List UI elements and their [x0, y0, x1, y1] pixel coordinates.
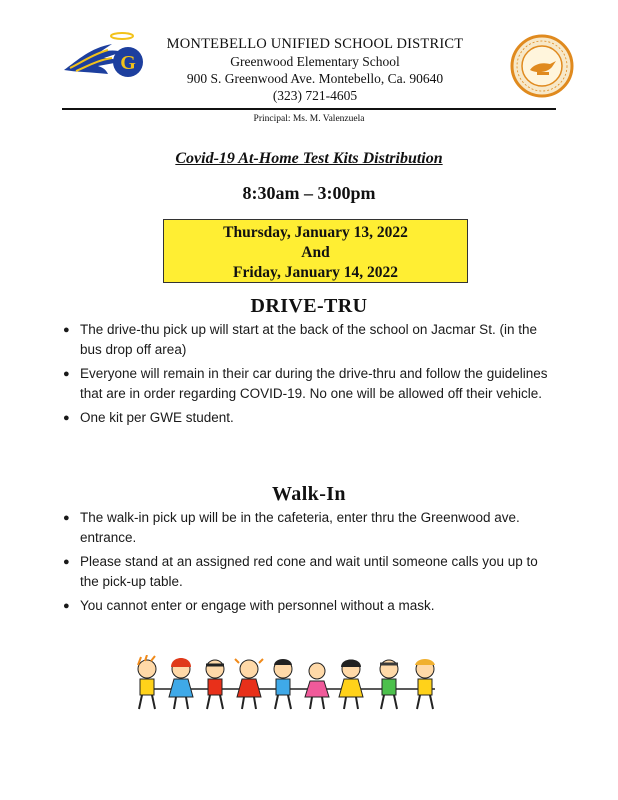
bullet-icon: ● [63, 368, 70, 380]
event-dates-box [163, 219, 468, 283]
school-address: 900 S. Greenwood Ave. Montebello, Ca. 90640 [186, 71, 444, 86]
list-item: ● You cannot enter or engage with personnel without a mask. [60, 596, 555, 616]
bullet-icon: ● [63, 600, 70, 612]
list-item: ● Everyone will remain in their car during the drive-thru and follow the guidelines that are in order regarding COVID-19. No one will be allowed off their vehicle. [63, 366, 548, 401]
header-divider [62, 108, 556, 110]
drive-thru-list [60, 320, 555, 432]
list-item: ● Please stand at an assigned red cone and wait until someone calls you up to the pick-up table. [63, 554, 538, 589]
bullet-icon: ● [63, 412, 70, 424]
event-time: 8:30am – 3:00pm [242, 183, 376, 203]
district-seal-icon [510, 34, 574, 98]
district-name: MONTEBELLO UNIFIED SCHOOL DISTRICT [166, 36, 464, 52]
bullet-icon: ● [63, 556, 70, 568]
walk-in-heading: Walk-In [272, 483, 346, 505]
kid-figure-icon [415, 659, 435, 709]
bullet-icon: ● [63, 512, 70, 524]
school-phone: (323) 721-4605 [272, 88, 358, 103]
kid-figure-icon [206, 660, 224, 709]
kid-figure-icon [274, 659, 292, 709]
district-header [150, 36, 480, 104]
list-item: ● One kit per GWE student. [60, 408, 555, 428]
kid-figure-icon [235, 659, 263, 709]
kids-holding-hands-illustration [125, 655, 455, 715]
date-line-1: Thursday, January 13, 2022 [223, 224, 408, 241]
list-item: ● The drive-thu pick up will start at the back of the school on Jacmar St. (in the bus drop off area) [63, 322, 537, 357]
bullet-icon: ● [63, 324, 70, 336]
winged-g-logo [60, 30, 150, 80]
kid-figure-icon [380, 660, 398, 709]
school-name: Greenwood Elementary School [230, 54, 400, 69]
date-line-3: Friday, January 14, 2022 [233, 264, 398, 281]
kid-figure-icon [169, 658, 193, 709]
kid-figure-icon [305, 663, 329, 709]
walk-in-list [60, 508, 555, 620]
kid-figure-icon [138, 655, 156, 709]
kid-figure-icon [339, 660, 363, 710]
event-title: Covid-19 At-Home Test Kits Distribution [175, 150, 443, 167]
drive-thru-heading: DRIVE-TRU [250, 295, 368, 317]
logo-letter: G [120, 52, 136, 74]
list-item: ● The walk-in pick up will be in the cafeteria, enter thru the Greenwood ave. entrance. [63, 510, 520, 545]
principal-line: Principal: Ms. M. Valenzuela [253, 114, 365, 124]
date-line-2: And [301, 244, 330, 261]
